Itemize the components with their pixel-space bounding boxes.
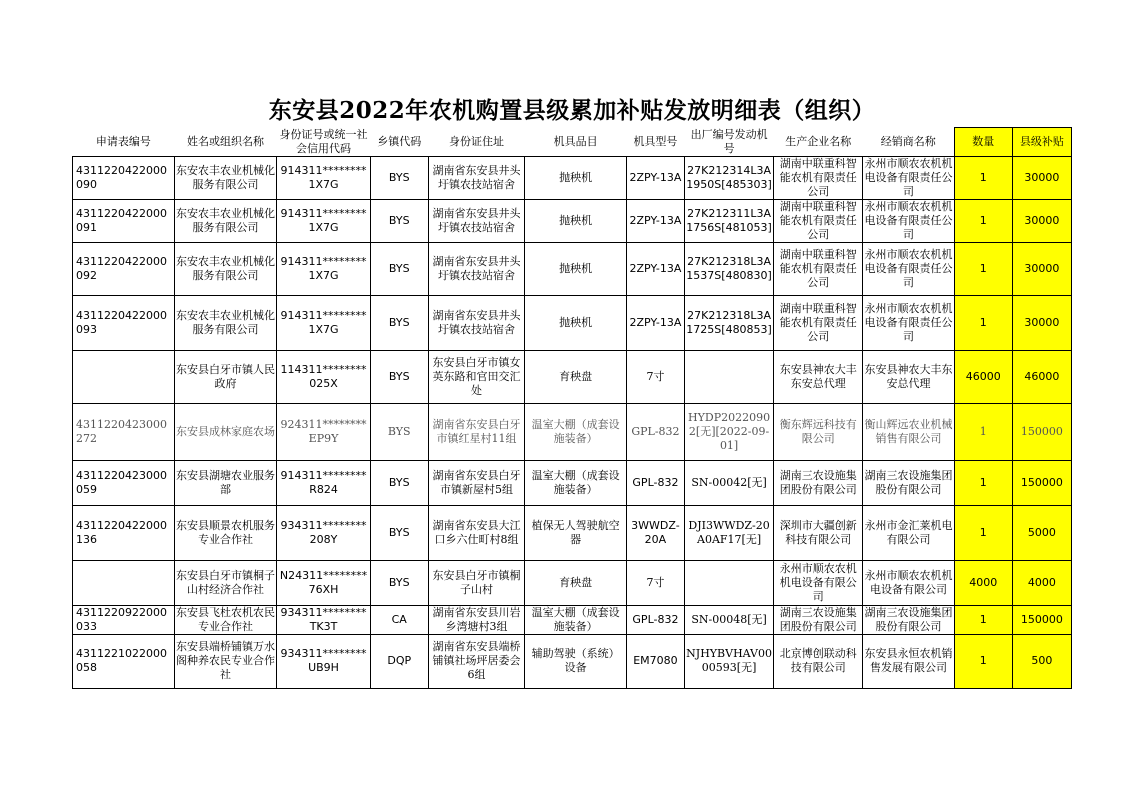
cell-manufacturer: 湖南三农设施集团股份有限公司 [774, 605, 863, 634]
cell-manufacturer: 湖南中联重科智能农机有限责任公司 [774, 199, 863, 242]
cell-name: 东安县湖塘农业服务部 [174, 460, 277, 505]
cell-machine-model: GPL-832 [626, 403, 684, 460]
table-row [73, 199, 1072, 242]
cell-dealer: 衡山辉远农业机械销售有限公司 [863, 403, 954, 460]
cell-serial-no: 27K212314L3A1950S[485303] [684, 156, 773, 199]
cell-subsidy: 30000 [1012, 295, 1071, 350]
cell-address: 湖南省东安县端桥铺镇社场坪居委会6组 [428, 634, 524, 688]
cell-name: 东安县顺景农机服务专业合作社 [174, 505, 277, 560]
cell-quantity: 1 [954, 403, 1012, 460]
cell-quantity: 1 [954, 156, 1012, 199]
cell-application-no: 4311220423000272 [73, 403, 175, 460]
cell-serial-no [684, 560, 773, 605]
cell-name: 东安县白牙市镇人民政府 [174, 350, 277, 403]
cell-township-code: BYS [370, 505, 428, 560]
cell-quantity: 1 [954, 295, 1012, 350]
header-name: 姓名或组织名称 [174, 128, 277, 157]
cell-machine-item: 植保无人驾驶航空器 [525, 505, 627, 560]
cell-name: 东安农丰农业机械化服务有限公司 [174, 295, 277, 350]
cell-subsidy: 150000 [1012, 460, 1071, 505]
subsidy-table [72, 127, 1072, 689]
table-row [73, 560, 1072, 605]
cell-machine-item: 温室大棚（成套设施装备） [525, 460, 627, 505]
cell-subsidy: 4000 [1012, 560, 1071, 605]
cell-serial-no: HYDP20220902[无][2022-09-01] [684, 403, 773, 460]
cell-quantity: 1 [954, 605, 1012, 634]
cell-id-code: N24311********76XH [277, 560, 370, 605]
cell-manufacturer: 深圳市大疆创新科技有限公司 [774, 505, 863, 560]
table-row [73, 350, 1072, 403]
cell-machine-model: 3WWDZ-20A [626, 505, 684, 560]
cell-township-code: CA [370, 605, 428, 634]
cell-machine-item: 温室大棚（成套设施装备） [525, 403, 627, 460]
cell-dealer: 永州市顺农农机机电设备有限责任公司 [863, 295, 954, 350]
cell-serial-no: 27K212318L3A1537S[480830] [684, 242, 773, 295]
cell-dealer: 永州市顺农农机机电设备有限公司 [863, 560, 954, 605]
cell-machine-model: EM7080 [626, 634, 684, 688]
cell-dealer: 永州市顺农农机机电设备有限责任公司 [864, 156, 953, 198]
header-machine-model: 机具型号 [626, 128, 684, 157]
cell-machine-model: GPL-832 [626, 605, 684, 634]
cell-serial-no [684, 350, 773, 403]
table-row [73, 634, 1072, 688]
cell-manufacturer: 湖南中联重科智能农机有限责任公司 [774, 242, 863, 295]
cell-manufacturer: 湖南中联重科智能农机有限责任公司 [774, 156, 863, 199]
cell-id-code: 934311********TK3T [277, 605, 370, 634]
cell-application-no: 4311220422000092 [73, 242, 175, 295]
cell-dealer: 东安县神农大丰东安总代理 [863, 350, 954, 403]
cell-quantity: 1 [954, 242, 1012, 295]
cell-machine-item: 育秧盘 [525, 560, 627, 605]
cell-township-code: BYS [370, 350, 428, 403]
header-township-code: 乡镇代码 [370, 128, 428, 157]
cell-serial-no: 27K212311L3A1756S[481053] [684, 199, 773, 242]
cell-machine-model: 2ZPY-13A [626, 156, 684, 199]
cell-dealer: 湖南三农设施集团股份有限公司 [864, 605, 953, 633]
cell-quantity: 1 [954, 460, 1012, 505]
cell-machine-item: 抛秧机 [525, 199, 627, 242]
cell-serial-no: NJHYBVHAV0000593[无] [684, 634, 773, 688]
table-body [73, 156, 1072, 688]
cell-township-code: BYS [370, 199, 428, 242]
cell-id-code: 934311********208Y [277, 505, 370, 560]
header-manufacturer: 生产企业名称 [774, 128, 863, 157]
table-row [73, 605, 1072, 634]
cell-name: 东安农丰农业机械化服务有限公司 [174, 156, 277, 199]
cell-name: 东安县成林家庭农场 [174, 403, 277, 460]
cell-quantity: 1 [954, 199, 1012, 242]
cell-manufacturer: 湖南三农设施集团股份有限公司 [774, 460, 863, 505]
cell-dealer: 湖南三农设施集团股份有限公司 [863, 460, 954, 505]
cell-machine-item: 抛秧机 [525, 295, 627, 350]
cell-subsidy: 150000 [1012, 403, 1071, 460]
header-quantity: 数量 [954, 128, 1012, 157]
cell-address: 湖南省东安县井头圩镇农技站宿舍 [428, 295, 524, 350]
cell-id-code: 914311********R824 [277, 460, 370, 505]
table-row [73, 156, 1072, 199]
cell-address: 湖南省东安县白牙市镇红星村11组 [428, 403, 524, 460]
cell-subsidy: 46000 [1012, 350, 1071, 403]
cell-name: 东安农丰农业机械化服务有限公司 [174, 242, 277, 295]
header-address: 身份证住址 [428, 128, 524, 157]
cell-address: 湖南省东安县井头圩镇农技站宿舍 [428, 156, 524, 199]
table-row [73, 403, 1072, 460]
cell-machine-model: 7寸 [626, 560, 684, 605]
cell-address: 湖南省东安县白牙市镇新屋村5组 [428, 460, 524, 505]
cell-serial-no: 27K212318L3A1725S[480853] [684, 295, 773, 350]
cell-dealer: 永州市金汇莱机电有限公司 [863, 505, 954, 560]
cell-name: 东安县飞杜农机农民专业合作社 [176, 605, 275, 633]
cell-name: 东安县端桥铺镇万水阁种养农民专业合作社 [174, 634, 277, 688]
cell-id-code: 924311********EP9Y [277, 403, 370, 460]
cell-application-no: 4311220422000136 [73, 505, 175, 560]
table-header-row [73, 128, 1072, 157]
cell-machine-model: 7寸 [626, 350, 684, 403]
cell-dealer: 东安县永恒农机销售发展有限公司 [863, 634, 954, 688]
cell-subsidy: 30000 [1012, 199, 1071, 242]
cell-machine-model: 2ZPY-13A [626, 295, 684, 350]
cell-township-code: DQP [370, 634, 428, 688]
cell-address: 东安县白牙市镇女英东路和官田交汇处 [428, 350, 524, 403]
cell-township-code: BYS [370, 403, 428, 460]
cell-subsidy: 5000 [1012, 505, 1071, 560]
header-serial-no: 出厂编号发动机号 [684, 128, 773, 157]
cell-machine-item: 育秧盘 [525, 350, 627, 403]
page-title: 东安县2022年农机购置县级累加补贴发放明细表（组织） [268, 97, 876, 124]
cell-quantity: 1 [954, 505, 1012, 560]
cell-application-no: 4311220422000091 [73, 199, 175, 242]
cell-application-no: 4311220422000090 [73, 156, 175, 199]
cell-id-code: 914311********1X7G [277, 199, 370, 242]
header-application-no: 申请表编号 [73, 128, 175, 157]
cell-quantity: 1 [954, 634, 1012, 688]
cell-id-code: 914311********1X7G [277, 295, 370, 350]
cell-quantity: 4000 [954, 560, 1012, 605]
cell-subsidy: 30000 [1012, 242, 1071, 295]
cell-address: 湖南省东安县川岩乡湾塘村3组 [428, 605, 524, 634]
table-row [73, 505, 1072, 560]
cell-manufacturer: 永州市顺农农机机电设备有限公司 [774, 560, 863, 605]
cell-machine-model: GPL-832 [626, 460, 684, 505]
cell-manufacturer: 湖南中联重科智能农机有限责任公司 [774, 295, 863, 350]
cell-name: 东安县白牙市镇桐子山村经济合作社 [174, 560, 277, 605]
cell-address: 湖南省东安县大江口乡六仕町村8组 [428, 505, 524, 560]
cell-manufacturer: 北京博创联动科技有限公司 [774, 634, 863, 688]
cell-application-no: 4311220422000093 [73, 295, 175, 350]
cell-application-no: 4311221022000058 [73, 634, 175, 688]
cell-township-code: BYS [370, 242, 428, 295]
cell-subsidy: 500 [1012, 634, 1071, 688]
header-machine-item: 机具品目 [525, 128, 627, 157]
cell-address: 湖南省东安县井头圩镇农技站宿舍 [428, 199, 524, 242]
cell-id-code: 114311********025X [277, 350, 370, 403]
cell-application-no: 4311220922000033 [73, 605, 175, 634]
cell-serial-no: SN-00048[无] [684, 605, 773, 634]
table-row [73, 242, 1072, 295]
header-id-code: 身份证号或统一社会信用代码 [277, 128, 370, 157]
cell-township-code: BYS [370, 295, 428, 350]
cell-quantity: 46000 [954, 350, 1012, 403]
cell-machine-item: 抛秧机 [525, 156, 627, 199]
cell-address: 湖南省东安县井头圩镇农技站宿舍 [428, 242, 524, 295]
cell-dealer: 永州市顺农农机机电设备有限责任公司 [863, 242, 954, 295]
cell-manufacturer: 衡东辉远科技有限公司 [774, 403, 863, 460]
cell-machine-model: 2ZPY-13A [626, 199, 684, 242]
cell-id-code: 934311********UB9H [277, 634, 370, 688]
table-row [73, 295, 1072, 350]
cell-serial-no: SN-00042[无] [684, 460, 773, 505]
cell-township-code: BYS [370, 460, 428, 505]
cell-application-no [73, 560, 175, 605]
cell-machine-item: 抛秧机 [525, 242, 627, 295]
cell-machine-item: 辅助驾驶（系统）设备 [525, 634, 627, 688]
cell-dealer: 永州市顺农农机机电设备有限责任公司 [864, 199, 953, 241]
header-dealer: 经销商名称 [863, 128, 954, 157]
cell-township-code: BYS [370, 560, 428, 605]
cell-serial-no: DJI3WWDZ-20A0AF17[无] [684, 505, 773, 560]
cell-township-code: BYS [370, 156, 428, 199]
cell-id-code: 914311********1X7G [277, 242, 370, 295]
cell-manufacturer: 东安县神农大丰东安总代理 [774, 350, 863, 403]
cell-subsidy: 30000 [1012, 156, 1071, 199]
cell-application-no [73, 350, 175, 403]
cell-address: 东安县白牙市镇桐子山村 [428, 560, 524, 605]
cell-machine-model: 2ZPY-13A [626, 242, 684, 295]
table-row [73, 460, 1072, 505]
cell-name: 东安农丰农业机械化服务有限公司 [174, 199, 277, 242]
cell-subsidy: 150000 [1012, 605, 1071, 634]
cell-machine-item: 温室大棚（成套设施装备） [525, 605, 627, 634]
cell-application-no: 4311220423000059 [73, 460, 175, 505]
cell-id-code: 914311********1X7G [277, 156, 370, 199]
header-subsidy: 县级补贴 [1012, 128, 1071, 157]
